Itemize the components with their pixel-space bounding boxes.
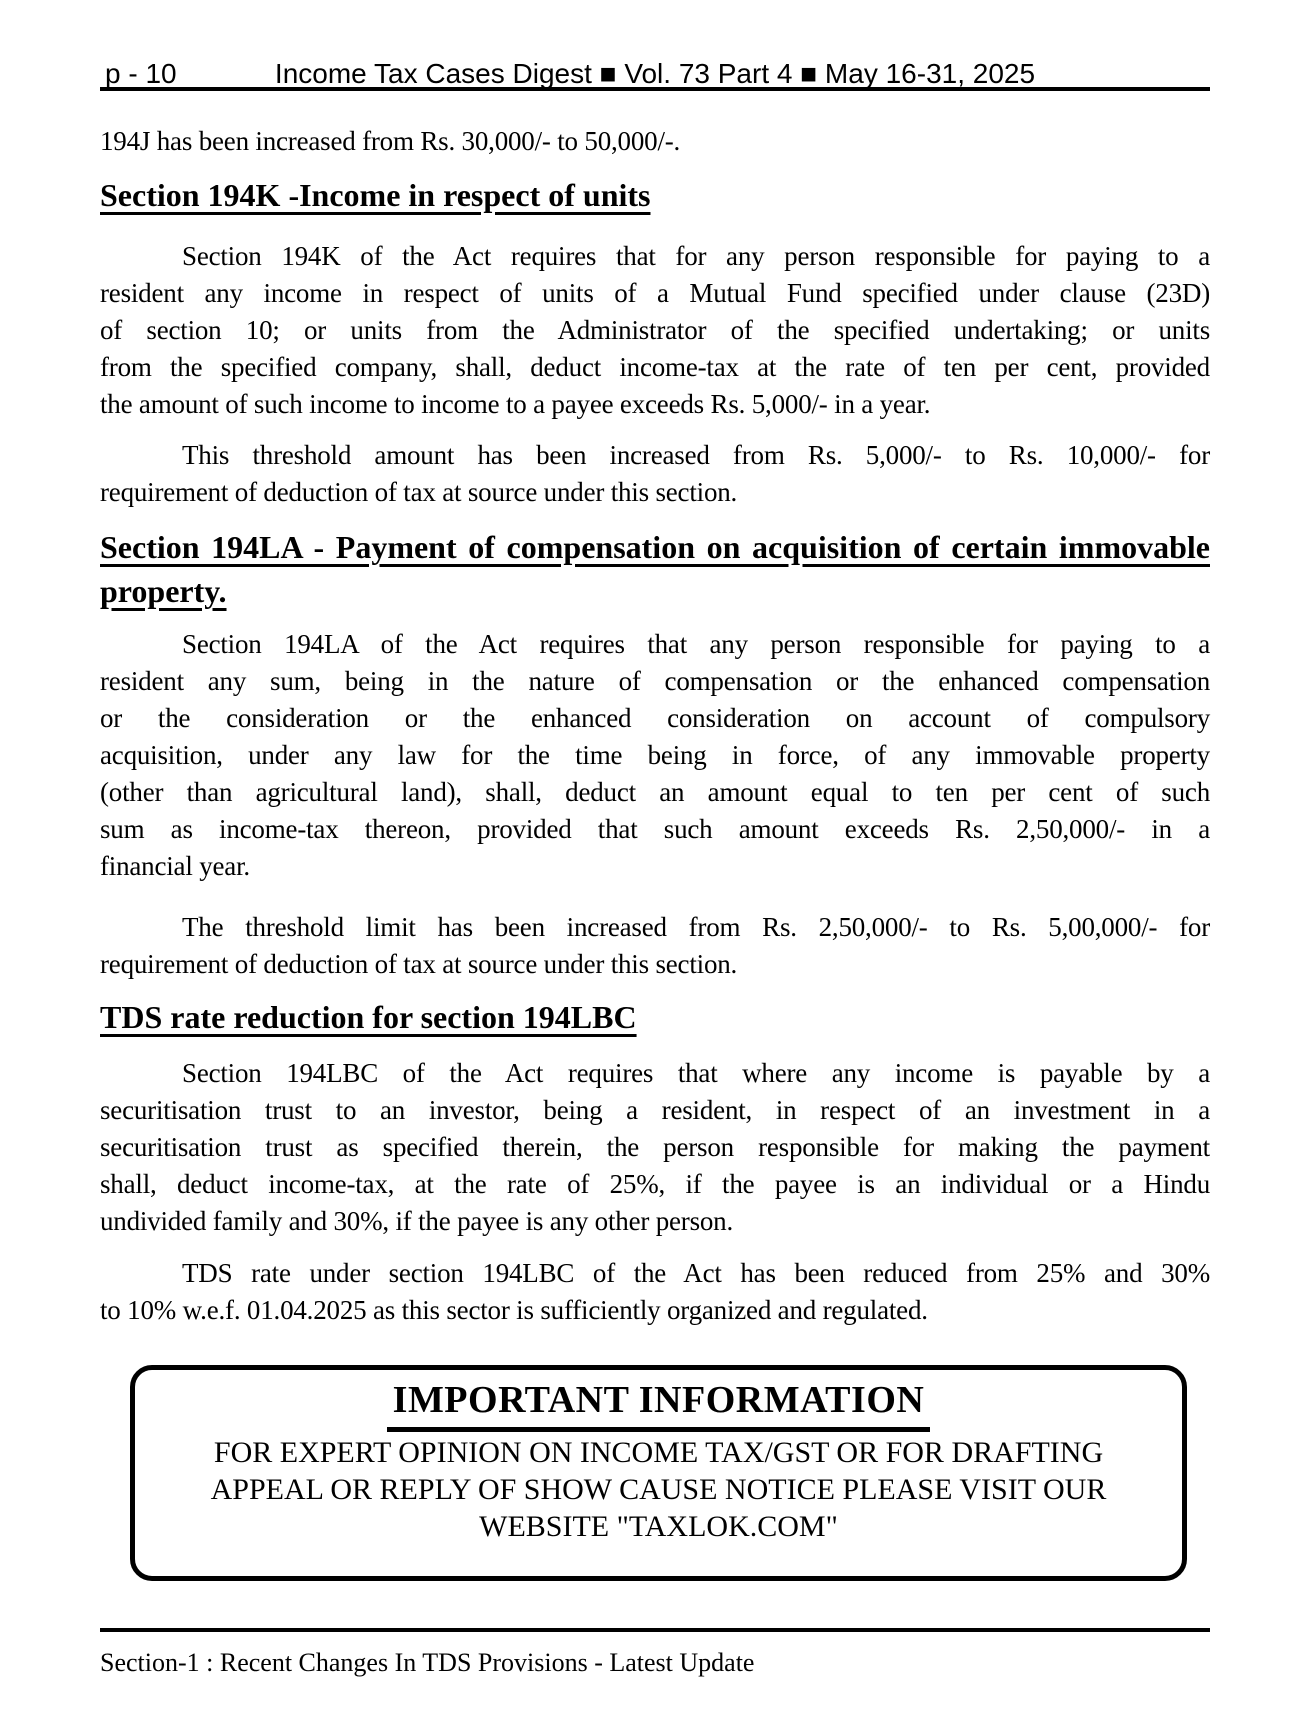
important-information-box — [130, 1365, 1187, 1581]
text-line: securitisation trust as specified therein, the person responsible for making the payment — [100, 1132, 1210, 1162]
text-line: undivided family and 30%, if the payee is any other person. — [100, 1206, 734, 1236]
notice-title-row — [155, 1378, 1162, 1432]
text-line: securitisation trust to an investor, being a resident, in respect of an investment in a — [100, 1095, 1210, 1125]
text-line: Section 194LA of the Act requires that any person responsible for paying to a — [182, 629, 1210, 659]
text-line: requirement of deduction of tax at source under this section. — [100, 949, 738, 979]
text-line: resident any sum, being in the nature of compensation or the enhanced compensation — [100, 666, 1210, 696]
intro-paragraph — [100, 123, 1210, 160]
text-line: resident any income in respect of units of a Mutual Fund specified under clause (23D) — [100, 278, 1210, 308]
text-line: from the specified company, shall, deduct income-tax at the rate of ten per cent, provided — [100, 352, 1210, 382]
text-line: TDS rate under section 194LBC of the Act has been reduced from 25% and 30% — [182, 1258, 1210, 1288]
notice-text-line: WEBSITE "TAXLOK.COM" — [479, 1510, 838, 1543]
notice-text-line: FOR EXPERT OPINION ON INCOME TAX/GST OR FOR DRAFTING — [213, 1436, 1104, 1469]
page-number-label: p - 10 — [105, 58, 177, 89]
text-line: financial year. — [100, 851, 250, 881]
text-line: This threshold amount has been increased from Rs. 5,000/- to Rs. 10,000/- for — [182, 440, 1210, 470]
paragraph — [100, 238, 1210, 423]
text-line: to 10% w.e.f. 01.04.2025 as this sector is sufficiently organized and regulated. — [100, 1295, 928, 1325]
text-line: or the consideration or the enhanced consideration on account of compulsory — [100, 703, 1210, 733]
notice-text-line: APPEAL OR REPLY OF SHOW CAUSE NOTICE PLEASE VISIT OUR — [210, 1473, 1107, 1506]
footer-divider — [100, 1628, 1210, 1632]
text-line: Section 194K of the Act requires that for any person responsible for paying to a — [182, 241, 1210, 271]
journal-title: Income Tax Cases Digest ■ Vol. 73 Part 4 ■ May 16-31, 2025 — [274, 58, 1036, 89]
text-line: acquisition, under any law for the time being in force, of any immovable property — [100, 740, 1210, 770]
notice-body — [155, 1434, 1162, 1545]
text-line: sum as income-tax thereon, provided that such amount exceeds Rs. 2,50,000/- in a — [100, 814, 1210, 844]
text-line: of section 10; or units from the Administrator of the specified undertaking; or units — [100, 315, 1210, 345]
section-heading-194la: Section 194LA - Payment of compensation on acquisition of certain immovable property. — [100, 529, 1210, 609]
page-content — [100, 0, 1210, 1581]
text-line: (other than agricultural land), shall, deduct an amount equal to ten per cent of such — [100, 777, 1210, 807]
paragraph — [100, 1255, 1210, 1329]
paragraph — [100, 909, 1210, 983]
section-heading-194k: Section 194K -Income in respect of units — [100, 177, 651, 213]
footer-section-label: Section-1 : Recent Changes In TDS Provisions - Latest Update — [100, 1648, 755, 1677]
paragraph — [100, 1055, 1210, 1240]
text-line: 194J has been increased from Rs. 30,000/- to 50,000/-. — [100, 126, 681, 156]
text-line: shall, deduct income-tax, at the rate of 25%, if the payee is an individual or a Hindu — [100, 1169, 1210, 1199]
notice-title: IMPORTANT INFORMATION — [387, 1378, 931, 1432]
paragraph — [100, 437, 1210, 511]
text-line: Section 194LBC of the Act requires that where any income is payable by a — [182, 1058, 1210, 1088]
text-line: the amount of such income to income to a payee exceeds Rs. 5,000/- in a year. — [100, 389, 931, 419]
paragraph — [100, 626, 1210, 885]
text-line: requirement of deduction of tax at source under this section. — [100, 477, 738, 507]
section-heading-194lbc: TDS rate reduction for section 194LBC — [100, 999, 637, 1035]
text-line: The threshold limit has been increased from Rs. 2,50,000/- to Rs. 5,00,000/- for — [182, 912, 1210, 942]
page-header — [100, 57, 1210, 91]
